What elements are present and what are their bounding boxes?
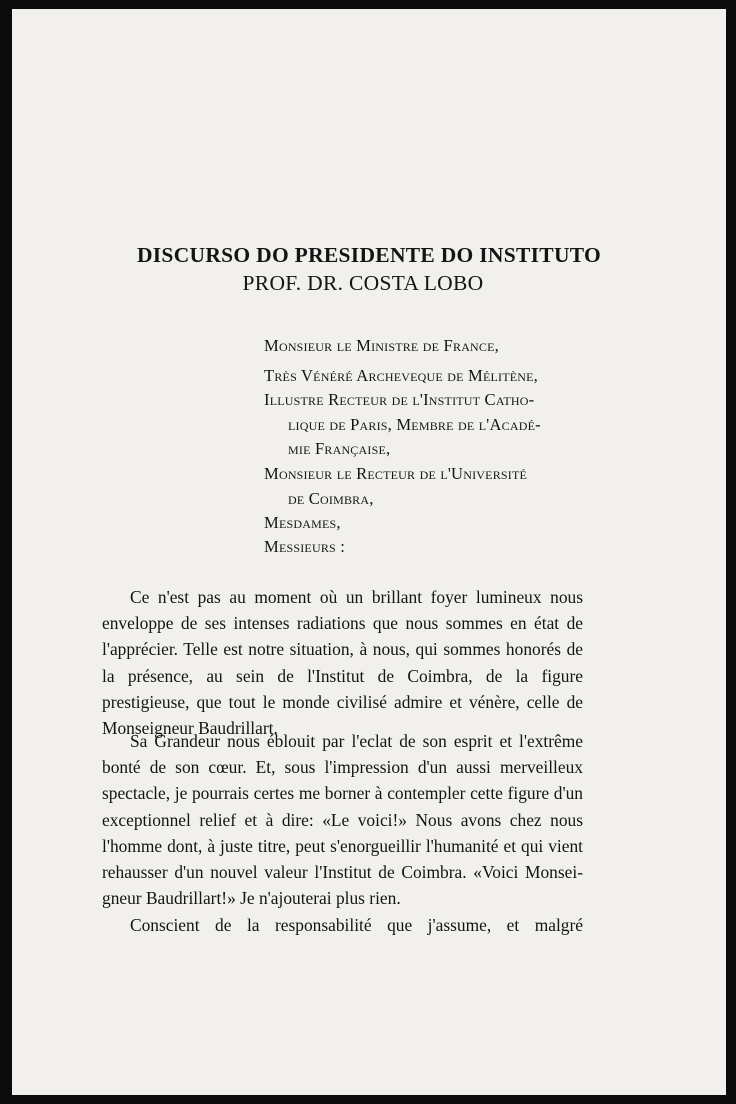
address-line: Très Vénéré Archeveque de Mélitène, [264,366,539,385]
address-line: de Coimbra, [288,489,374,508]
address-line: Illustre Recteur de l'Institut Catho- [264,390,535,409]
address-line: lique de Paris, Membre de l'Acadé- [288,415,541,434]
address-line: Monsieur le Recteur de l'Université [264,464,528,483]
document-page [12,9,726,1095]
address-line: mie Française, [288,439,391,458]
body-paragraph-2: Sa Grandeur nous éblouit par l'eclat de son esprit et l'extrême bonté de son cœur. Et, sous l'impression d'un aussi merveilleux spectacle, je pourrais certes me borner à contempler cette figure d'un exceptionnel relief et à dire: «Le voici!» Nous avons chez nous l'homme dont, à juste titre, peut s'enorgueillir l'humanité et qui vient rehausser d'un nouvel valeur l'Institut de Coimbra. «Voici Monseigneur Baudrillart!» Je n'ajouterai plus rien. [102,731,583,909]
speaker-name-text: PROF. DR. COSTA LOBO [242,271,484,295]
body-paragraph-1: Ce n'est pas au moment où un brillant foyer lumineux nous enveloppe de ses intenses radiations que nous sommes en état de l'apprécier. Telle est notre situation, à nous, qui sommes honorés de la présence, au sein de l'Institut de Coimbra, de la figure prestigieuse, que tout le monde civilisé admire et vénère, celle de Monseigneur Baudrillart. [102,587,583,739]
address-line: Monsieur le Ministre de France, [264,336,500,355]
address-line: Mesdames, [264,513,341,532]
body-paragraph-3: Conscient de la responsabilité que j'assume, et malgré [130,915,583,935]
address-line: Messieurs : [264,537,346,556]
speaker-name [12,271,726,296]
speech-title: DISCURSO DO PRESIDENTE DO INSTITUTO [136,243,602,267]
